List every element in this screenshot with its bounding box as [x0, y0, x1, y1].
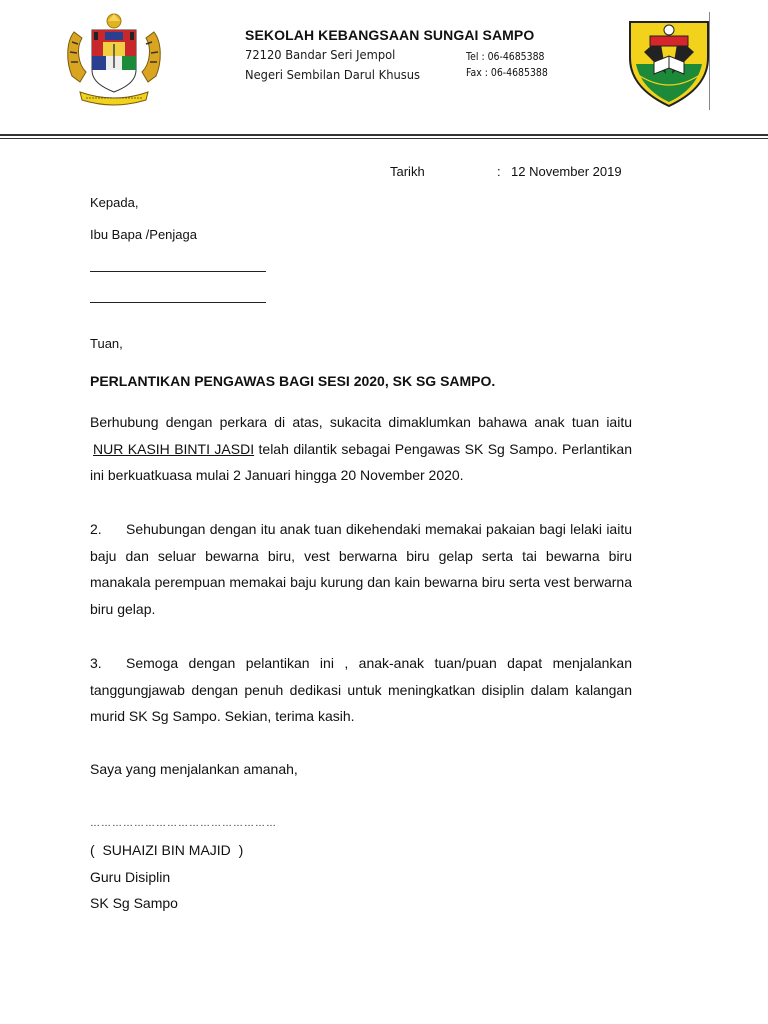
address-blank-line	[90, 271, 266, 272]
date-value: 12 November 2019	[511, 164, 622, 179]
header-divider	[709, 12, 710, 110]
paragraph-1	[90, 409, 632, 489]
paragraph-1-intro: Berhubung dengan perkara di atas, sukacita dimaklumkan bahawa anak tuan iaitu	[90, 414, 632, 430]
date-colon: :	[497, 164, 501, 179]
greeting: Tuan,	[90, 336, 123, 351]
paragraph-1-rest: telah dilantik sebagai Pengawas SK Sg Sampo. Perlantikan ini berkuatkuasa mulai 2 Januari hingga 20 November 2020.	[90, 440, 632, 484]
signatory-name: ( SUHAIZI BIN MAJID )	[90, 842, 244, 858]
school-badge-icon	[626, 14, 712, 108]
paragraph-3-text: Semoga dengan pelantikan ini , anak-anak tuan/puan dapat menjalankan tanggungjawab dengan penuh dedikasi untuk meningkatkan disiplin dalam kalangan murid SK Sg Sampo. Sekian, terima kasih.	[90, 655, 632, 725]
signature-line: ……………………………………………	[90, 818, 277, 829]
student-name: NUR KASIH BINTI JASDI	[93, 440, 255, 457]
paragraph-3-number: 3.	[90, 655, 102, 671]
fax-number: Fax : 06-4685388	[466, 66, 548, 79]
closing-line: Saya yang menjalankan amanah,	[90, 761, 298, 777]
letter-subject: PERLANTIKAN PENGAWAS BAGI SESI 2020, SK SG SAMPO.	[90, 373, 496, 389]
malaysia-coat-of-arms-icon	[60, 12, 168, 110]
paragraph-3	[90, 650, 632, 730]
signatory-position: Guru Disiplin	[90, 869, 171, 885]
telephone-number: Tel : 06-4685388	[466, 50, 545, 63]
signatory-school: SK Sg Sampo	[90, 895, 178, 911]
paragraph-2	[90, 516, 632, 622]
recipient-name: Ibu Bapa /Penjaga	[90, 227, 197, 242]
paragraph-2-text: Sehubungan dengan itu anak tuan dikehendaki memakai pakaian bagi lelaki iaitu baju dan seluar bewarna biru, vest berwarna biru gelap serta tai bewarna biru manakala perempuan memakai baju kurung dan kain bewarna biru serta vest berwarna biru gelap.	[90, 521, 632, 617]
recipient-heading: Kepada,	[90, 195, 139, 210]
header-rule	[0, 134, 768, 136]
header-rule-thin	[0, 138, 768, 139]
address-blank-line	[90, 302, 266, 303]
date-label: Tarikh	[390, 164, 425, 179]
address-line-2: Negeri Sembilan Darul Khusus	[245, 67, 421, 82]
school-name: SEKOLAH KEBANGSAAN SUNGAI SAMPO	[245, 27, 535, 43]
paragraph-2-number: 2.	[90, 521, 102, 537]
address-line-1: 72120 Bandar Seri Jempol	[245, 47, 396, 62]
